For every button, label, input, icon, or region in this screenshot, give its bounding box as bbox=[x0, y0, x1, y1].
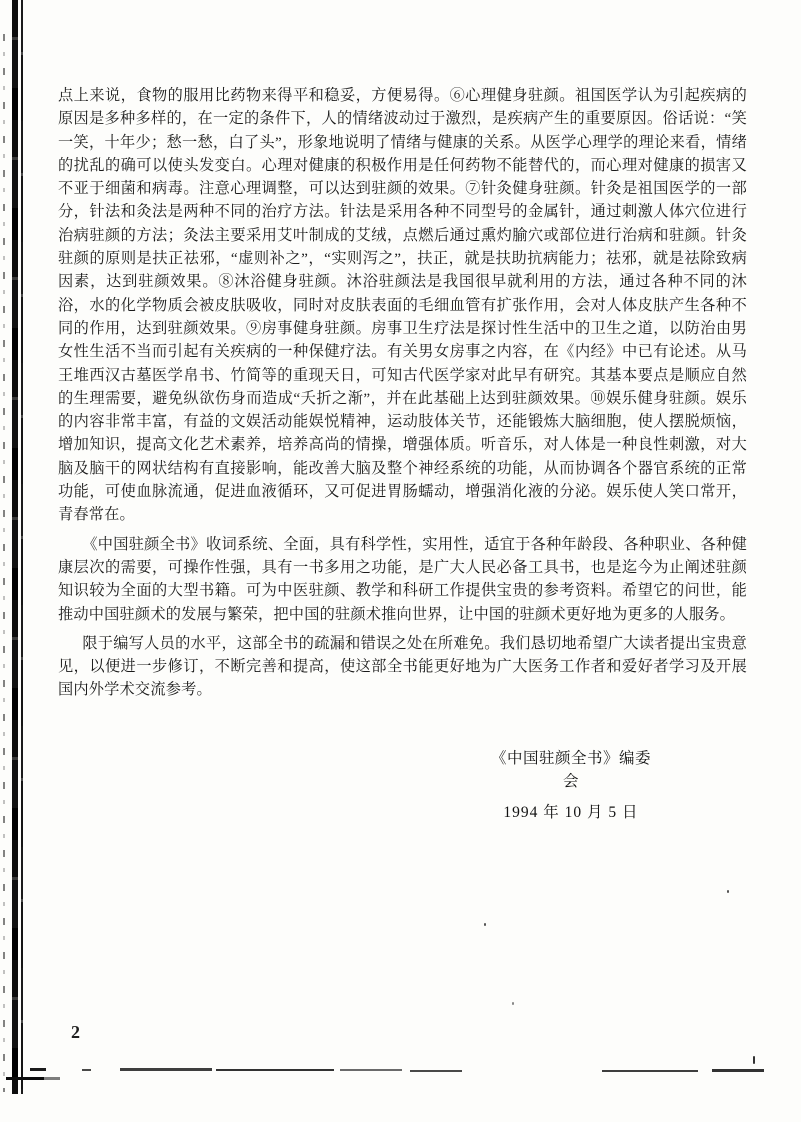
text-block bbox=[58, 84, 747, 708]
scan-smudge bbox=[602, 1070, 698, 1072]
scan-speck bbox=[512, 1002, 514, 1005]
signature-block bbox=[490, 747, 652, 824]
signature-committee: 《中国驻颜全书》编委会 bbox=[490, 750, 651, 790]
paragraph: 限于编写人员的水平，这部全书的疏漏和错误之处在所难免。我们恳切地希望广大读者提出宝贵意见，以便进一步修订，不断完善和提高，使这部全书能更好地为广大医务工作者和爱好者学习及开展国内外学术交流参考。 bbox=[58, 634, 747, 699]
signature-date: 1994 年 10 月 5 日 bbox=[503, 804, 639, 821]
page-number: 2 bbox=[71, 1022, 80, 1042]
gutter-dotted-line bbox=[3, 34, 5, 1092]
scan-smudge bbox=[120, 1068, 212, 1071]
scan-speck bbox=[484, 923, 486, 926]
scan-speck bbox=[727, 890, 729, 893]
scan-smudge bbox=[216, 1069, 334, 1071]
scan-smudge bbox=[30, 1068, 46, 1071]
scan-smudge bbox=[340, 1069, 402, 1071]
gutter-binding-bar bbox=[12, 0, 18, 1094]
scan-smudge bbox=[712, 1069, 764, 1072]
scan-smudge bbox=[82, 1069, 91, 1071]
scan-smudge bbox=[410, 1070, 462, 1072]
paragraph: 《中国驻颜全书》收词系统、全面，具有科学性，实用性，适宜于各种年龄段、各种职业、各种健康层次的需要，可操作性强，具有一书多用之功能，是广大人民必备工具书，也是迄今为止阐述驻颜知识较为全面的大型书籍。可为中医驻颜、教学和科研工作提供宝贵的参考资料。希望它的问世，能推动中国驻颜术的发展与繁荣，把中国的驻颜术推向世界，让中国的驻颜术更好地为更多的人服务。 bbox=[58, 535, 747, 623]
gutter-binding-line bbox=[21, 0, 23, 1094]
scan-speck bbox=[753, 1056, 755, 1064]
paragraph: 点上来说，食物的服用比药物来得平和稳妥，方便易得。⑥心理健身驻颜。祖国医学认为引起疾病的原因是多种多样的，在一定的条件下，人的情绪波动过于激烈，是疾病产生的重要原因。俗话说：“笑一笑，十年少；愁一愁，白了头”，形象地说明了情绪与健康的关系。从医学心理学的理论来看，情绪的扰乱的确可以使头发变白。心理对健康的积极作用是任何药物不能替代的，而心理对健康的损害又不亚于细菌和病毒。注意心理调整，可以达到驻颜的效果。⑦针灸健身驻颜。针灸是祖国医学的一部分，针法和灸法是两种不同的治疗方法。针法是采用各种不同型号的金属针，通过刺激人体穴位进行治病驻颜的方法；灸法主要采用艾叶制成的艾绒，点燃后通过熏灼腧穴或部位进行治病和驻颜。针灸驻颜的原则是扶正祛邪，“虚则补之”，“实则泻之”，扶正，就是扶助抗病能力；祛邪，就是祛除致病因素，达到驻颜效果。⑧沐浴健身驻颜。沐浴驻颜法是我国很早就利用的方法，通过各种不同的沐浴，水的化学物质会被皮肤吸收，同时对皮肤表面的毛细血管有扩张作用，会对人体皮肤产生各种不同的作用，达到驻颜效果。⑨房事健身驻颜。房事卫生疗法是探讨性生活中的卫生之道，以防治由男女性生活不当而引起有关疾病的一种保健疗法。有关男女房事之内容，在《内经》中已有论述。从马王堆西汉古墓医学帛书、竹简等的重现天日，可知古代医学家对此早有研究。其基本要点是顺应自然的生理需要，避免纵欲伤身而造成“夭折之渐”，并在此基础上达到驻颜效果。⑩娱乐健身驻颜。娱乐的内容非常丰富，有益的文娱活动能娱悦精神，运动肢体关节，还能锻炼大脑细胞，使人摆脱烦恼，增加知识，提高文化艺术素养，培养高尚的情操，增强体质。听音乐，对人体是一种良性刺激，对大脑及脑干的网状结构有直接影响，能改善大脑及整个神经系统的功能，从而协调各个器官系统的正常功能，可使血脉流通，促进血液循环，又可促进胃肠蠕动，增强消化液的分泌。娱乐使人笑口常开，青春常在。 bbox=[58, 87, 747, 524]
gutter-foot-mark bbox=[6, 1077, 60, 1080]
